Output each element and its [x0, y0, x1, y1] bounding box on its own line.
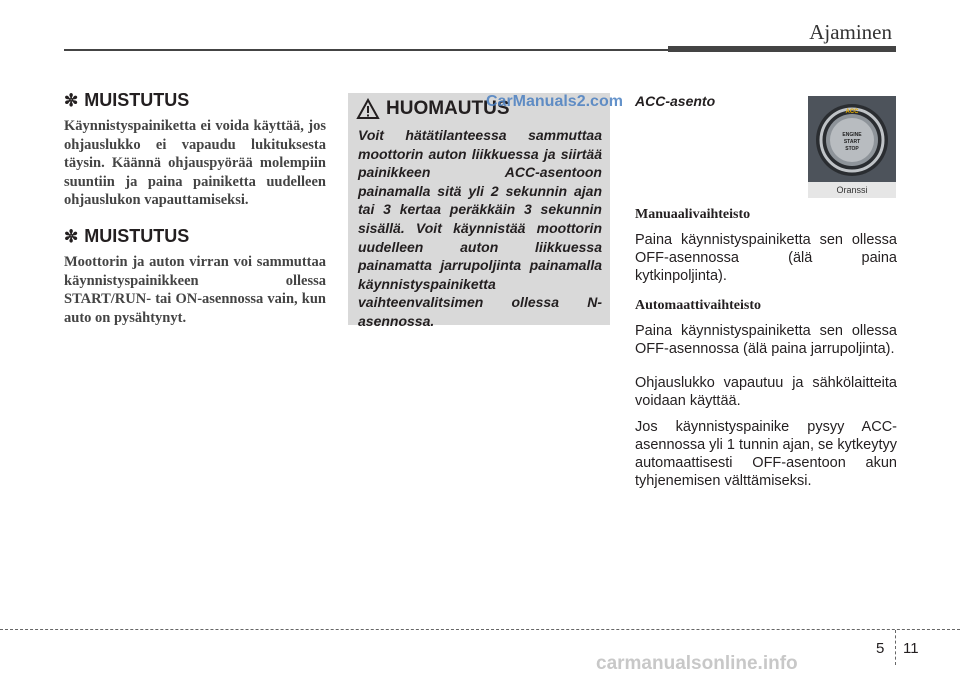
section-title: Ajaminen	[809, 20, 892, 44]
note-heading: MUISTUTUS	[84, 90, 190, 110]
button-label-engine: ENGINE	[842, 132, 862, 138]
button-label-acc: ACC	[845, 109, 859, 115]
asterism-icon: ✼	[64, 226, 79, 246]
warning-text: Voit hätätilanteessa sammuttaa moottorin auton liikkuessa ja siirtää painikkeen ACC-asentoon painamalla sitä yli 2 sekunnin ajan tai 3 kertaa peräkkäin 3 sekunnin sisällä. Voit käynnistää moottorin uudelleen auton liikkuessa painamatta jarrupoljinta painamalla käynnistyspainiketta vaihteenvalitsimen ollessa N-asennossa.	[358, 127, 602, 329]
auto-heading: Automaattivaihteisto	[635, 298, 761, 313]
footer-divider	[895, 630, 896, 665]
watermark-link[interactable]: CarManuals2.com	[486, 93, 623, 110]
paragraph-steering-lock: Ohjauslukko vapautuu ja sähkölaitteita voidaan käyttää.	[635, 375, 897, 409]
header-rule-thick	[668, 46, 896, 52]
manual-section	[635, 207, 897, 285]
asterism-icon: ✼	[64, 90, 79, 110]
note-text: Moottorin ja auton virran voi sammuttaa käynnistyspainikkeen ollessa START/RUN- tai ON-asennossa vain, kun auto on pysähtynyt.	[64, 254, 326, 326]
warning-triangle-icon	[356, 98, 380, 120]
footer-rule	[0, 629, 960, 630]
note-text: Käynnistyspainiketta ei voida käyttää, jos ohjauslukko ei vapaudu lukituksesta täysin. Käännä ohjauspyörää molempiin suuntiin ja paina painiketta uudelleen ohjauslukon vapauttamiseksi.	[64, 118, 326, 208]
note-heading: MUISTUTUS	[84, 226, 190, 246]
chapter-number: 5	[876, 640, 885, 657]
warning-box	[348, 93, 623, 329]
paragraph-auto-off: Jos käynnistyspainike pysyy ACC-asennossa yli 1 tunnin ajan, se kytkeytyy automaattisesti OFF-asentoon akun tyhjenemisen välttämiseksi.	[635, 419, 897, 489]
manual-text: Paina käynnistyspainiketta sen ollessa OFF-asennossa (älä paina kytkinpoljinta).	[635, 232, 897, 284]
page-number: 11	[903, 640, 919, 657]
photo-caption: Oranssi	[836, 185, 868, 195]
header-rule-thin	[64, 49, 668, 51]
note-2	[64, 226, 326, 327]
button-label-stop: STOP	[845, 146, 859, 152]
auto-section	[635, 298, 897, 490]
acc-heading: ACC-asento	[635, 93, 716, 109]
note-1	[64, 90, 326, 210]
auto-text: Paina käynnistyspainiketta sen ollessa OFF-asennossa (älä paina jarrupoljinta).	[635, 323, 897, 357]
button-photo	[808, 96, 896, 198]
site-watermark[interactable]: carmanualsonline.info	[596, 653, 798, 674]
warning-heading: HUOMAUTUS	[386, 98, 510, 119]
manual-heading: Manuaalivaihteisto	[635, 207, 751, 222]
button-label-start: START	[843, 139, 861, 145]
start-button-image	[808, 96, 896, 182]
